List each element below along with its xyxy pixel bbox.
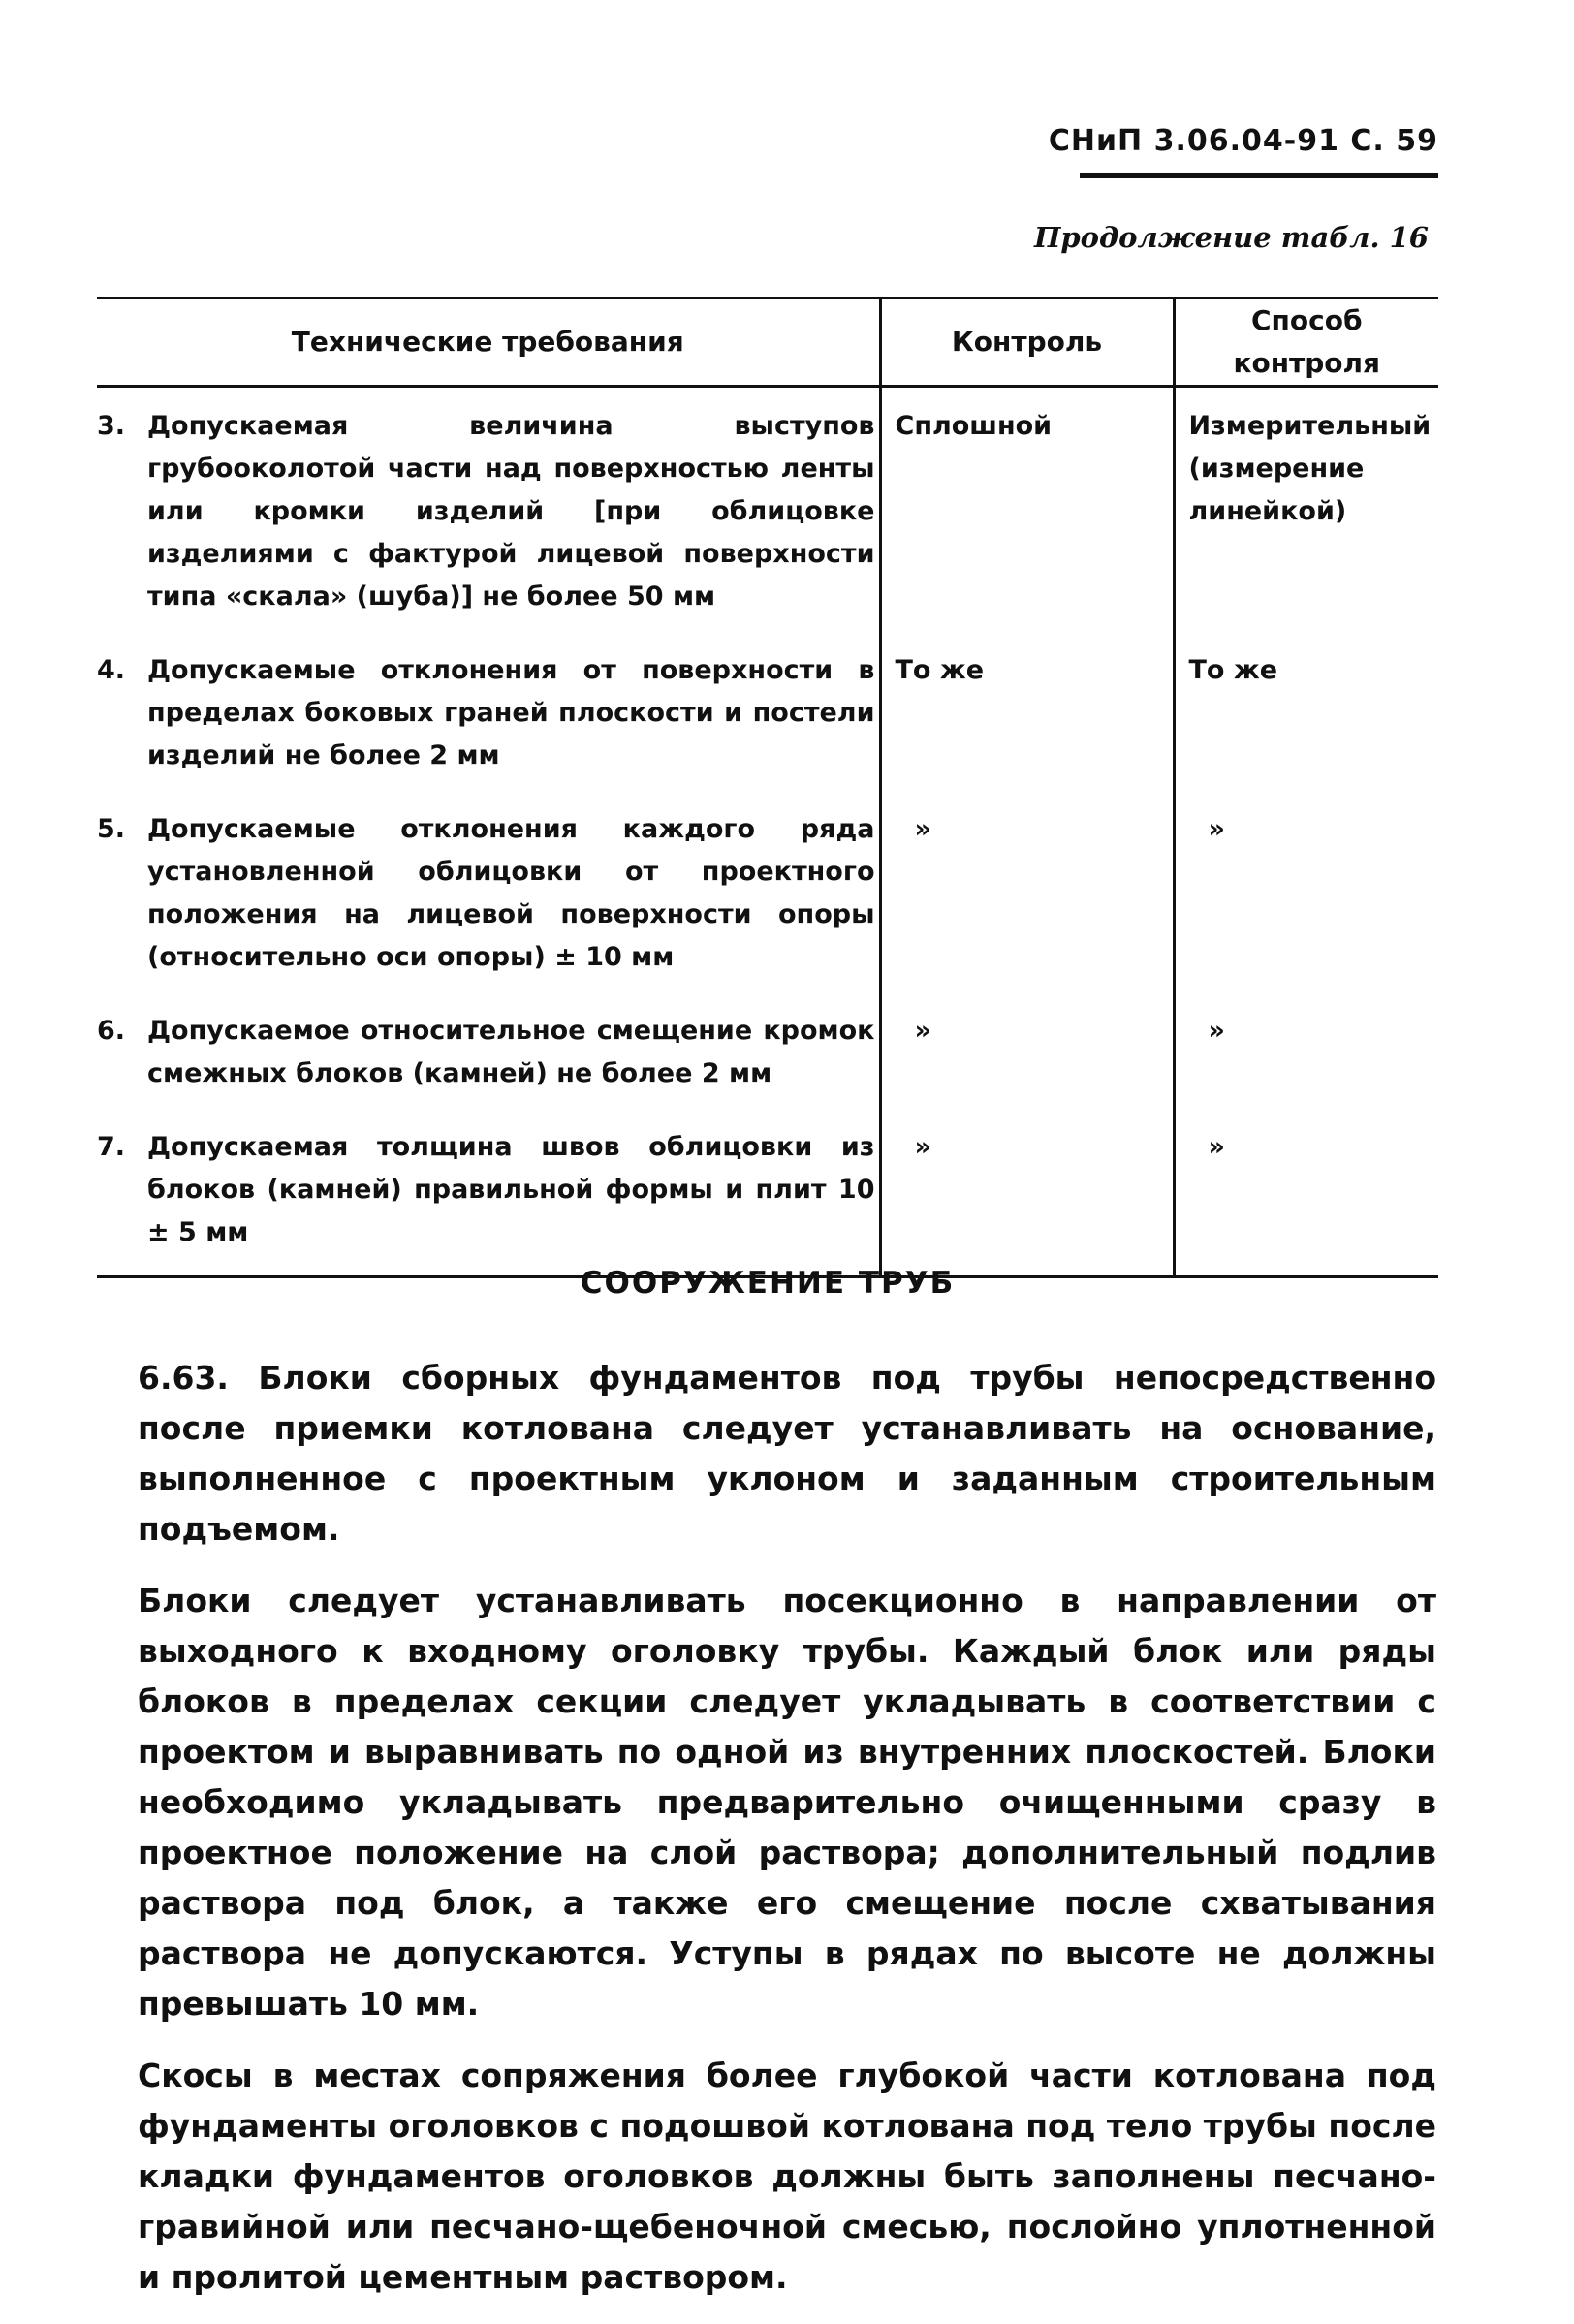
requirement-text: Допускаемая толщина швов облицовки из блоков (камней) правильной формы и плит 10 ± 5 мм	[147, 1132, 875, 1247]
requirement-cell	[97, 387, 880, 641]
control-cell: Сплошной	[880, 387, 1174, 641]
table-row	[97, 640, 1438, 799]
requirement-cell	[97, 640, 880, 799]
row-number: 4.	[97, 655, 126, 685]
paragraph: Скосы в местах сопряжения более глубокой части котлована под фундаменты оголовков с подошвой котлована под тело трубы после кладки фундаментов оголовков должны быть заполнены песчано-гравийной или песчано-щебеночной смесью, послойно уплотненной и пролитой цементным раствором.	[138, 2057, 1436, 2296]
ditto-mark: »	[1208, 814, 1225, 844]
table-row	[97, 387, 1438, 641]
requirement-cell	[97, 799, 880, 1000]
header-rule	[1080, 173, 1438, 178]
row-number: 5.	[97, 814, 126, 844]
row-number: 7.	[97, 1132, 126, 1162]
document-code-page-number: СНиП 3.06.04-91 С. 59	[1048, 124, 1438, 158]
table-header-row	[97, 298, 1438, 387]
ditto-mark: »	[914, 1016, 931, 1046]
table-continuation-label: Продолжение табл. 16	[1033, 221, 1429, 254]
control-cell	[880, 1116, 1174, 1277]
method-cell: Измерительный (измерение линейкой)	[1188, 411, 1432, 526]
method-cell: То же	[1188, 655, 1278, 685]
table-row	[97, 1116, 1438, 1277]
paragraph: 6.63. Блоки сборных фундаментов под трубы непосредственно после приемки котлована следует устанавливать на основание, выполненное с проектным уклоном и заданным строительным подъемом.	[138, 1359, 1436, 1548]
requirements-table	[97, 297, 1438, 1278]
column-header-control: Контроль	[880, 298, 1174, 387]
ditto-mark: »	[914, 814, 931, 844]
control-cell	[880, 1000, 1174, 1116]
requirement-text: Допускаемое относительное смещение кромок смежных блоков (камней) не более 2 мм	[147, 1016, 875, 1088]
control-cell	[880, 799, 1174, 1000]
section-title: СООРУЖЕНИЕ ТРУБ	[580, 1266, 956, 1301]
requirement-text: Допускаемые отклонения каждого ряда установленной облицовки от проектного положения на лицевой поверхности опоры (относительно оси опоры) ± 10 мм	[147, 814, 875, 972]
method-cell	[1174, 1116, 1438, 1277]
ditto-mark: »	[1208, 1016, 1225, 1046]
table-row	[97, 1000, 1438, 1116]
paragraph: Блоки следует устанавливать посекционно в направлении от выходного к входному оголовку трубы. Каждый блок или ряды блоков в пределах секции следует укладывать в соответствии с проектом и выравнивать по одной из внутренних плоскостей. Блоки необходимо укладывать предварительно очищенными сразу в проектное положение на слой раствора; дополнительный подлив раствора под блок, а также его смещение после схватывания раствора не допускаются. Уступы в рядах по высоте не должны превышать 10 мм.	[138, 1582, 1436, 2023]
method-cell	[1174, 799, 1438, 1000]
row-number: 6.	[97, 1016, 126, 1046]
requirement-cell	[97, 1116, 880, 1277]
requirement-text: Допускаемые отклонения от поверхности в пределах боковых граней плоскости и постели изделий не более 2 мм	[147, 655, 875, 770]
requirement-text: Допускаемая величина выступов грубооколотой части над поверхностью ленты или кромки изделий [при облицовке изделиями с фактурой лицевой поверхности типа «скала» (шуба)] не более 50 мм	[147, 411, 875, 612]
control-cell: То же	[880, 640, 1174, 799]
method-cell	[1174, 1000, 1438, 1116]
requirement-cell	[97, 1000, 880, 1116]
body-text	[138, 1353, 1436, 2324]
table-row	[97, 799, 1438, 1000]
ditto-mark: »	[1208, 1132, 1225, 1162]
row-number: 3.	[97, 411, 126, 441]
column-header-method: Способ контроля	[1233, 304, 1381, 379]
column-header-requirements: Технические требования	[97, 298, 880, 387]
ditto-mark: »	[914, 1132, 931, 1162]
